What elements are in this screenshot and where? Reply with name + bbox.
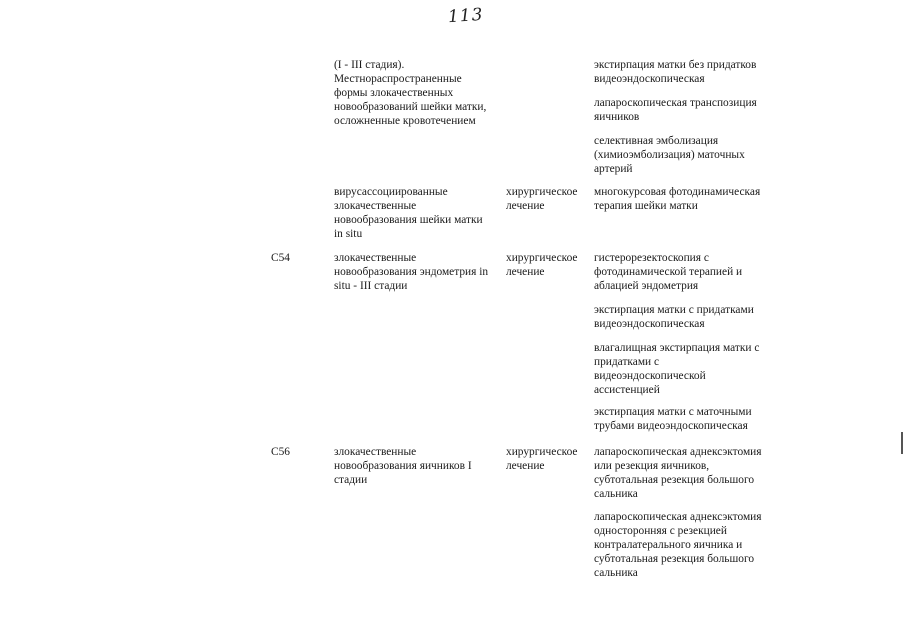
method-text: влагалищная экстирпация матки с придатками с видеоэндоскопической ассистенцией <box>594 342 760 396</box>
page-number: 113 <box>447 4 485 28</box>
icd-code: C56 <box>271 446 290 458</box>
treatment-text: хирургическое лечение <box>506 252 578 278</box>
icd-code: C54 <box>271 252 290 264</box>
method-text: лапароскопическая аднексэктомия или резекция яичников, субтотальная резекция большого сальника <box>594 446 762 500</box>
diagnosis-text: злокачественные новообразования эндометрия in situ - III стадии <box>334 252 489 292</box>
method-text: селективная эмболизация (химиоэмболизация) маточных артерий <box>594 135 745 175</box>
method-text: экстирпация матки с маточными трубами видеоэндоскопическая <box>594 406 752 432</box>
scan-edge-mark <box>901 432 903 454</box>
method-text: экстирпация матки с придатками видеоэндоскопическая <box>594 304 754 330</box>
method-text: гистерорезектоскопия с фотодинамической терапией и аблацией эндометрия <box>594 252 743 292</box>
diagnosis-text: вирусассоциированные злокачественные новообразования шейки матки in situ <box>334 186 483 240</box>
method-text: многокурсовая фотодинамическая терапия шейки матки <box>594 186 761 212</box>
method-text: лапароскопическая аднексэктомия односторонняя с резекцией контралатерального яичника и субтотальная резекция большого сальника <box>594 511 762 579</box>
diagnosis-text: злокачественные новообразования яичников I стадии <box>334 446 472 486</box>
treatment-text: хирургическое лечение <box>506 186 578 212</box>
method-text: экстирпация матки без придатков видеоэндоскопическая <box>594 59 757 85</box>
method-text: лапароскопическая транспозиция яичников <box>594 97 757 123</box>
treatment-text: хирургическое лечение <box>506 446 578 472</box>
diagnosis-text: (I - III стадия). Местнораспространенные формы злокачественных новообразований шейки матки, осложненные кровотечением <box>334 59 487 127</box>
